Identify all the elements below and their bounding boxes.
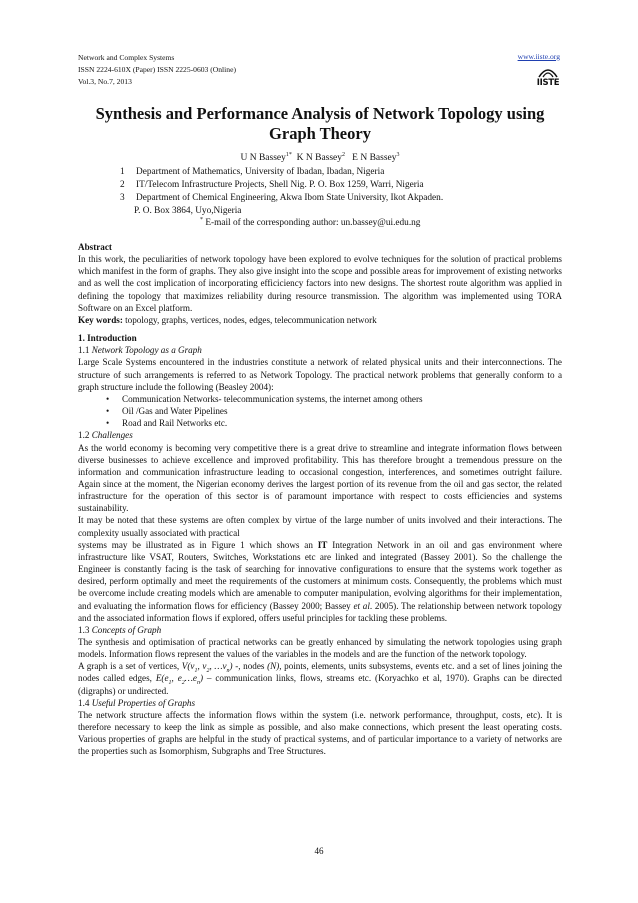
bullet-item: • Communication Networks- telecommunication systems, the internet among others [78,393,562,405]
affiliation-3: 3 Department of Chemical Engineering, Akwa Ibom State University, Ikot Akpaden. [120,193,444,203]
journal-issn: ISSN 2224-610X (Paper) ISSN 2225-0603 (Online) [78,65,236,74]
author-3: E N Bassey [352,153,397,163]
section-1-1-heading: 1.1 Network Topology as a Graph [78,345,202,356]
bullet-item: • Road and Rail Networks etc. [78,417,562,429]
section-1-1-text: Large Scale Systems encountered in the industries constitute a network of related physical units and their interconnections. The structure of such arrangements is referred to as Network Topology. The practical network problems that generally conform to a graph structure include the following (Beasley 2004): [78,357,562,392]
affiliation-3-address: P. O. Box 3864, Uyo,Nigeria [134,206,242,216]
keywords: Key words: topology, graphs, vertices, nodes, edges, telecommunication network [78,314,377,325]
author-1-mark: 1* [285,151,292,158]
section-1-3-para-1: The synthesis and optimisation of practical networks can be greatly enhanced by simulating the network topologies using graph models. Information flows represent the values of the variables in the models and are the function of the network topology. [78,637,562,660]
journal-url-link[interactable]: www.iiste.org [517,52,560,61]
logo-arc-icon [536,66,560,78]
journal-header [78,52,378,88]
body-text [78,241,562,758]
section-1-2-para-3: systems may be illustrated as in Figure 1 which shows an IT Integration Network in an oil and gas environment where infrastructure like VSAT, Routers, Switches, Workstations etc are linked and integrated (Bassey 2001). So the challenge the Engineer is constantly facing is the task of searching for innovative configurations to ensure that the systems work together as desired, perform optimally and meet the requirements of the customers at minimum costs. Consequently, the problems which must be overcome include creating models which are amenable to computer manipulation, evolving algorithms for their implementation, and evaluating the information flows for efficiency (Bassey 2000; Bassey et al. 2005). The relationship between network topology and the associated information flows if explored, offers useful principles for tackling these problems. [78,539,562,623]
title-line-1: Synthesis and Performance Analysis of Network Topology using [95,104,545,123]
iiste-logo [536,66,560,88]
author-list [78,153,562,163]
affiliation-1: 1 Department of Mathematics, University of Ibadan, Ibadan, Nigeria [120,167,385,177]
section-1-2-para-2: It may be noted that these systems are often complex by virtue of the large number of units involved and their interactions. The complexity usually associated with practical [78,515,562,538]
corresponding-email: * E-mail of the corresponding author: un.bassey@ui.edu.ng [200,216,421,228]
author-3-mark: 3 [396,151,400,158]
abstract-heading: Abstract [78,242,112,252]
title-line-2: Graph Theory [269,124,371,143]
author-1: U N Bassey [240,153,286,163]
affiliation-2: 2 IT/Telecom Infrastructure Projects, Shell Nig. P. O. Box 1259, Warri, Nigeria [120,180,424,190]
bullet-item: • Oil /Gas and Water Pipelines [78,405,562,417]
paper-title [78,104,562,144]
section-1-4-heading: 1.4 Useful Properties of Graphs [78,697,196,708]
section-1-heading: 1. Introduction [78,333,137,344]
abstract-text: In this work, the peculiarities of network topology have been explored to evolve techniques for the solution of practical problems which manifest in the form of graphs. They also give insight into the scope and possible areas for improvement of existing networks and as well the cost implication of incorporating efficiciency factors into new designs. The shortest route algorithm was applied in defining the topology that maximizes reliability during resource transmission. The algorithm was implemented using TORA Software on an Excel platform. [78,254,562,313]
logo-text: IISTE [536,78,560,88]
section-1-3-para-2: A graph is a set of vertices, $V(v_1$, $v_2$, $\dots v_n$) -, nodes (N), points, elements, units subsystems, events etc. and a set of lines joining the nodes called edges, $E(e_1$, $e_2\dots e_n$) – communication links, flows, streams etc. (Koryachko et al, 1970). Graphs can be directed (digraphs) or undirected. [78,661,563,696]
journal-name: Network and Complex Systems [78,53,175,62]
author-2-mark: 2 [342,151,346,158]
author-2: K N Bassey [296,153,343,163]
section-1-2-para-1: As the world economy is becoming very competitive there is a great drive to streamline and integrate information flows between diverse businesses to achieve excellence and improved profitability. This has therefore brought a tremendous pressure on the information and communication infrastructure leading to occasional congestion, interferences, and sometimes outright failure. Again since at the moment, the Nigerian economy derives the largest portion of its revenue from the oil and gas sector, the related infrastructure for the operation of this sector is of paramount importance with respect to costs efficiencies and systems sustainability. [78,442,562,514]
journal-volume: Vol.3, No.7, 2013 [78,77,132,86]
section-1-2-heading: 1.2 Challenges [78,430,133,441]
section-1-3-heading: 1.3 Concepts of Graph [78,624,162,635]
page-number: 46 [314,846,324,856]
section-1-4-para-1: The network structure affects the information flows within the system (i.e. network performance, throughput, costs, etc). It is therefore necessary to keep the link as simple as possible, and also make connections, which present the least operating costs. Various properties of graphs are helpful in the study of practical systems, and of particular importance to a variety of networks are the properties such as Isomorphism, Subgraphs and Tree Structures. [78,709,562,757]
